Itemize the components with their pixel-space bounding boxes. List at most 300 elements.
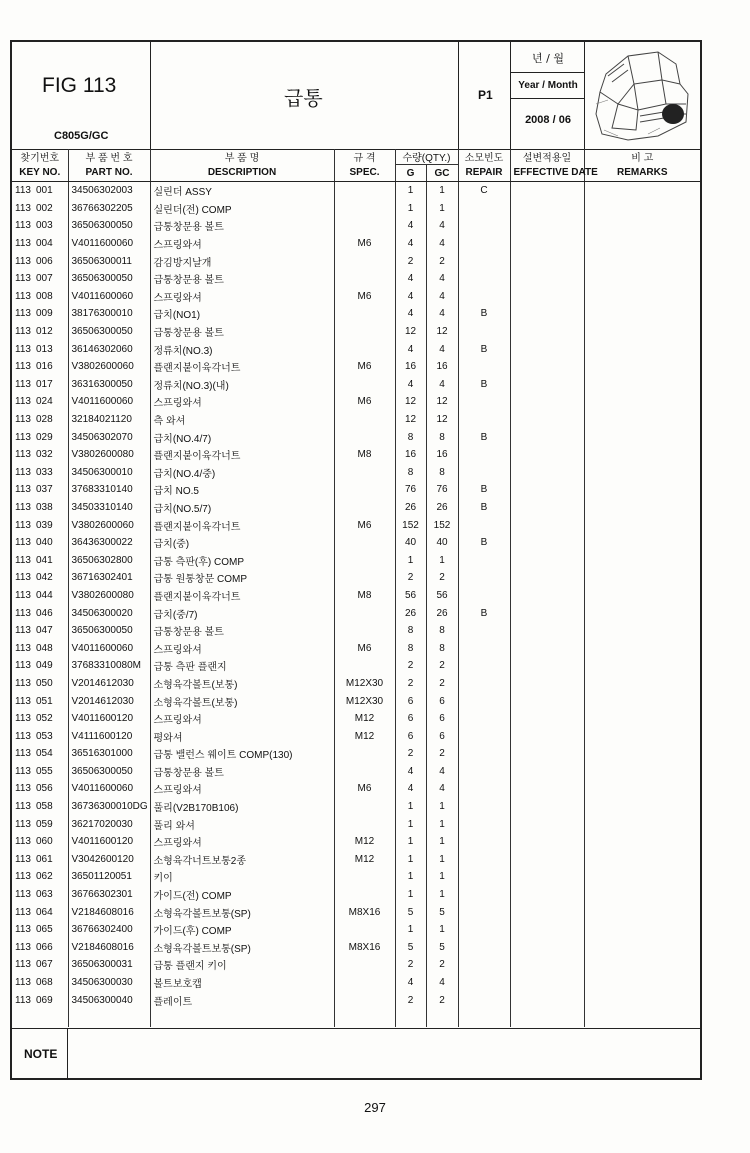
part-no: V3802600060: [68, 358, 150, 376]
description: 감김방지날개: [150, 252, 334, 270]
repair: C: [458, 182, 510, 200]
key-fig: 113: [15, 607, 31, 619]
qty-gc: 4: [426, 305, 458, 323]
spec: [334, 200, 395, 218]
part-no: 36506300050: [68, 622, 150, 640]
part-no: V4011600060: [68, 393, 150, 411]
remarks: [584, 393, 700, 411]
effective-date: [510, 587, 584, 605]
key-fig: 113: [15, 924, 31, 936]
qty-g: 1: [395, 182, 426, 200]
qty-g: 26: [395, 499, 426, 517]
col-remarks-kr: 비 고: [584, 149, 700, 165]
spec: [334, 921, 395, 939]
description: 급통창문용 볼트: [150, 763, 334, 781]
parts-table: [12, 149, 700, 1027]
effective-date: [510, 464, 584, 482]
key-item: 051: [35, 695, 53, 707]
repair: [458, 358, 510, 376]
sheet-header: [12, 42, 700, 150]
key-no: [12, 745, 68, 763]
effective-date: [510, 622, 584, 640]
effective-date: [510, 780, 584, 798]
key-no: [12, 710, 68, 728]
key-fig: 113: [15, 853, 31, 865]
remarks: [584, 886, 700, 904]
key-fig: 113: [15, 361, 31, 373]
description: 급통 밸런스 웨이트 COMP(130): [150, 745, 334, 763]
col-eff-kr: 설변적용일: [510, 149, 584, 165]
table-row: [12, 516, 700, 534]
table-row: [12, 534, 700, 552]
table-row: [12, 939, 700, 957]
effective-date: [510, 182, 584, 200]
part-no: 34506300020: [68, 604, 150, 622]
part-no: V4011600060: [68, 235, 150, 253]
effective-date: [510, 481, 584, 499]
key-no: [12, 358, 68, 376]
remarks: [584, 235, 700, 253]
key-item: 052: [35, 713, 53, 725]
effective-date: [510, 428, 584, 446]
description: 급통창문용 볼트: [150, 217, 334, 235]
empty-cell: [68, 1009, 150, 1027]
table-row: [12, 745, 700, 763]
table-row: [12, 921, 700, 939]
qty-g: 2: [395, 569, 426, 587]
table-row: [12, 270, 700, 288]
parts-sheet: [10, 40, 702, 1080]
description: 급치(NO.5/7): [150, 499, 334, 517]
spec: M12: [334, 851, 395, 869]
part-no: 34503310140: [68, 499, 150, 517]
part-no: 36516301000: [68, 745, 150, 763]
key-no: [12, 569, 68, 587]
description: 소형육각볼트보통(SP): [150, 939, 334, 957]
remarks: [584, 798, 700, 816]
remarks: [584, 622, 700, 640]
repair: [458, 815, 510, 833]
description: 급통 플랜지 키이: [150, 956, 334, 974]
table-row: [12, 551, 700, 569]
qty-gc: 26: [426, 499, 458, 517]
key-fig: 113: [15, 589, 31, 601]
description: 실린더 ASSY: [150, 182, 334, 200]
qty-gc: 6: [426, 710, 458, 728]
qty-gc: 2: [426, 745, 458, 763]
part-no: 37683310080M: [68, 657, 150, 675]
key-no: [12, 534, 68, 552]
qty-g: 4: [395, 270, 426, 288]
key-fig: 113: [15, 572, 31, 584]
key-no: [12, 604, 68, 622]
key-item: 066: [35, 941, 53, 953]
table-row: [12, 235, 700, 253]
key-item: 002: [35, 202, 53, 214]
key-fig: 113: [15, 255, 31, 267]
qty-g: 8: [395, 622, 426, 640]
part-no: V3802600080: [68, 446, 150, 464]
description: 스프링와셔: [150, 833, 334, 851]
remarks: [584, 516, 700, 534]
spec: [334, 499, 395, 517]
qty-g: 1: [395, 815, 426, 833]
spec: M8: [334, 587, 395, 605]
key-fig: 113: [15, 378, 31, 390]
spec: [334, 745, 395, 763]
spec: M6: [334, 639, 395, 657]
effective-date: [510, 499, 584, 517]
repair: [458, 587, 510, 605]
col-spec: SPEC.: [334, 165, 395, 182]
table-row: [12, 481, 700, 499]
remarks: [584, 305, 700, 323]
repair: [458, 657, 510, 675]
key-fig: 113: [15, 941, 31, 953]
repair: [458, 956, 510, 974]
key-no: [12, 886, 68, 904]
effective-date: [510, 851, 584, 869]
table-row: [12, 763, 700, 781]
spec: M6: [334, 516, 395, 534]
key-fig: 113: [15, 625, 31, 637]
effective-date: [510, 657, 584, 675]
key-fig: 113: [15, 238, 31, 250]
key-no: [12, 217, 68, 235]
repair: [458, 270, 510, 288]
qty-g: 56: [395, 587, 426, 605]
qty-g: 8: [395, 639, 426, 657]
qty-g: 4: [395, 217, 426, 235]
key-fig: 113: [15, 273, 31, 285]
col-qty-g: G: [395, 165, 426, 182]
description: 정류치(NO.3)(내): [150, 376, 334, 394]
effective-date: [510, 939, 584, 957]
parts-rows: [12, 182, 700, 1027]
repair: [458, 903, 510, 921]
spec: M12: [334, 727, 395, 745]
qty-gc: 1: [426, 200, 458, 218]
key-item: 055: [35, 765, 53, 777]
key-no: [12, 868, 68, 886]
spec: [334, 886, 395, 904]
key-fig: 113: [15, 871, 31, 883]
part-no: V4011600060: [68, 288, 150, 306]
qty-g: 12: [395, 323, 426, 341]
key-fig: 113: [15, 959, 31, 971]
repair: [458, 833, 510, 851]
description: 가이드(후) COMP: [150, 921, 334, 939]
spec: M6: [334, 235, 395, 253]
repair: B: [458, 428, 510, 446]
page-title: 급통: [284, 86, 323, 110]
table-row: [12, 868, 700, 886]
repair: [458, 411, 510, 429]
description: 스프링와셔: [150, 639, 334, 657]
repair: [458, 675, 510, 693]
remarks: [584, 428, 700, 446]
qty-g: 2: [395, 252, 426, 270]
description: 플레이트: [150, 991, 334, 1009]
table-row: [12, 798, 700, 816]
repair: B: [458, 305, 510, 323]
col-part: PART NO.: [68, 165, 150, 182]
remarks: [584, 288, 700, 306]
key-fig: 113: [15, 713, 31, 725]
part-no: 36506300031: [68, 956, 150, 974]
spec: M8X16: [334, 903, 395, 921]
key-no: [12, 974, 68, 992]
key-fig: 113: [15, 765, 31, 777]
spec: M12X30: [334, 675, 395, 693]
spec: M6: [334, 393, 395, 411]
table-row: [12, 569, 700, 587]
table-row: [12, 288, 700, 306]
key-no: [12, 499, 68, 517]
part-no: 36766302400: [68, 921, 150, 939]
description: 정류치(NO.3): [150, 340, 334, 358]
key-no: [12, 428, 68, 446]
repair: [458, 798, 510, 816]
remarks: [584, 868, 700, 886]
part-no: V2184608016: [68, 903, 150, 921]
repair: [458, 217, 510, 235]
qty-gc: 8: [426, 464, 458, 482]
key-no: [12, 235, 68, 253]
note-section: [12, 1028, 700, 1079]
key-fig: 113: [15, 202, 31, 214]
repair: [458, 446, 510, 464]
qty-gc: 16: [426, 446, 458, 464]
key-item: 062: [35, 871, 53, 883]
key-fig: 113: [15, 801, 31, 813]
col-desc-kr: 부 품 명: [150, 149, 334, 165]
remarks: [584, 534, 700, 552]
key-item: 040: [35, 537, 53, 549]
part-no: 36716302401: [68, 569, 150, 587]
table-row: [12, 340, 700, 358]
description: 급통창문용 볼트: [150, 270, 334, 288]
table-row: [12, 411, 700, 429]
effective-date: [510, 288, 584, 306]
repair: [458, 551, 510, 569]
table-row: [12, 956, 700, 974]
key-no: [12, 446, 68, 464]
effective-date: [510, 815, 584, 833]
key-item: 003: [35, 220, 53, 232]
qty-g: 2: [395, 745, 426, 763]
key-item: 029: [35, 431, 53, 443]
remarks: [584, 851, 700, 869]
qty-gc: 76: [426, 481, 458, 499]
figure-number: FIG 113: [42, 74, 117, 97]
key-no: [12, 252, 68, 270]
part-no: 32184021120: [68, 411, 150, 429]
key-no: [12, 903, 68, 921]
key-fig: 113: [15, 977, 31, 989]
key-fig: 113: [15, 414, 31, 426]
part-no: 36506300011: [68, 252, 150, 270]
key-no: [12, 270, 68, 288]
qty-gc: 4: [426, 340, 458, 358]
part-no: 36506302800: [68, 551, 150, 569]
key-item: 054: [35, 748, 53, 760]
qty-gc: 1: [426, 868, 458, 886]
qty-gc: 16: [426, 358, 458, 376]
part-no: V3802600080: [68, 587, 150, 605]
qty-g: 2: [395, 657, 426, 675]
qty-g: 6: [395, 710, 426, 728]
table-row: [12, 815, 700, 833]
table-row: [12, 692, 700, 710]
col-key: KEY NO.: [12, 165, 68, 182]
key-item: 037: [35, 484, 53, 496]
effective-date: [510, 446, 584, 464]
remarks: [584, 323, 700, 341]
effective-date: [510, 358, 584, 376]
key-item: 063: [35, 889, 53, 901]
description: 스프링와셔: [150, 235, 334, 253]
remarks: [584, 270, 700, 288]
qty-gc: 4: [426, 235, 458, 253]
qty-gc: 8: [426, 428, 458, 446]
repair: [458, 235, 510, 253]
remarks: [584, 217, 700, 235]
qty-gc: 2: [426, 675, 458, 693]
part-no: 34506300010: [68, 464, 150, 482]
remarks: [584, 745, 700, 763]
key-item: 042: [35, 572, 53, 584]
key-item: 039: [35, 519, 53, 531]
remarks: [584, 939, 700, 957]
table-row: [12, 622, 700, 640]
effective-date: [510, 393, 584, 411]
description: 급치(중/7): [150, 604, 334, 622]
key-item: 065: [35, 924, 53, 936]
key-item: 007: [35, 273, 53, 285]
part-no: 36506300050: [68, 323, 150, 341]
repair: [458, 921, 510, 939]
key-fig: 113: [15, 695, 31, 707]
key-item: 060: [35, 836, 53, 848]
effective-date: [510, 270, 584, 288]
empty-cell: [334, 1009, 395, 1027]
effective-date: [510, 675, 584, 693]
repair: [458, 851, 510, 869]
part-no: 36736300010DG: [68, 798, 150, 816]
key-no: [12, 727, 68, 745]
empty-cell: [150, 1009, 334, 1027]
key-fig: 113: [15, 431, 31, 443]
remarks: [584, 411, 700, 429]
key-no: [12, 851, 68, 869]
col-repair: REPAIR: [458, 165, 510, 182]
part-no: 36506300050: [68, 763, 150, 781]
key-no: [12, 340, 68, 358]
remarks: [584, 639, 700, 657]
qty-g: 4: [395, 974, 426, 992]
spec: [334, 974, 395, 992]
key-item: 047: [35, 625, 53, 637]
remarks: [584, 200, 700, 218]
key-item: 044: [35, 589, 53, 601]
key-no: [12, 939, 68, 957]
key-fig: 113: [15, 185, 31, 197]
qty-g: 6: [395, 727, 426, 745]
description: 급통 원통창문 COMP: [150, 569, 334, 587]
key-item: 058: [35, 801, 53, 813]
key-fig: 113: [15, 730, 31, 742]
key-no: [12, 323, 68, 341]
repair: B: [458, 340, 510, 358]
key-no: [12, 798, 68, 816]
remarks: [584, 604, 700, 622]
description: 플랜지붙이육각너트: [150, 358, 334, 376]
remarks: [584, 499, 700, 517]
effective-date: [510, 323, 584, 341]
qty-gc: 4: [426, 763, 458, 781]
key-no: [12, 956, 68, 974]
key-fig: 113: [15, 537, 31, 549]
qty-g: 1: [395, 851, 426, 869]
key-fig: 113: [15, 308, 31, 320]
col-eff: EFFECTIVE DATE: [510, 165, 584, 182]
qty-g: 4: [395, 763, 426, 781]
column-header-kr: [12, 149, 700, 165]
qty-gc: 4: [426, 974, 458, 992]
repair: [458, 745, 510, 763]
qty-g: 2: [395, 991, 426, 1009]
key-no: [12, 200, 68, 218]
effective-date: [510, 745, 584, 763]
key-item: 038: [35, 501, 53, 513]
spec: [334, 798, 395, 816]
spec: M6: [334, 358, 395, 376]
qty-g: 16: [395, 446, 426, 464]
description: 급통 측판 플랜지: [150, 657, 334, 675]
qty-g: 2: [395, 956, 426, 974]
repair: [458, 288, 510, 306]
spec: M8X16: [334, 939, 395, 957]
key-fig: 113: [15, 660, 31, 672]
table-row: [12, 991, 700, 1009]
key-no: [12, 692, 68, 710]
qty-g: 76: [395, 481, 426, 499]
spec: [334, 534, 395, 552]
spec: [334, 622, 395, 640]
qty-gc: 6: [426, 692, 458, 710]
description: 플랜지붙이육각너트: [150, 587, 334, 605]
description: 플랜지붙이육각너트: [150, 446, 334, 464]
effective-date: [510, 956, 584, 974]
description: 급통창문용 볼트: [150, 323, 334, 341]
qty-gc: 1: [426, 886, 458, 904]
model-code: C805G/GC: [54, 130, 109, 142]
repair: B: [458, 534, 510, 552]
remarks: [584, 956, 700, 974]
part-no: 36217020030: [68, 815, 150, 833]
spec: [334, 657, 395, 675]
repair: [458, 939, 510, 957]
part-no: 34506300040: [68, 991, 150, 1009]
spec: [334, 217, 395, 235]
key-fig: 113: [15, 326, 31, 338]
spec: [334, 305, 395, 323]
repair: [458, 622, 510, 640]
table-row: [12, 710, 700, 728]
key-fig: 113: [15, 554, 31, 566]
repair: [458, 886, 510, 904]
